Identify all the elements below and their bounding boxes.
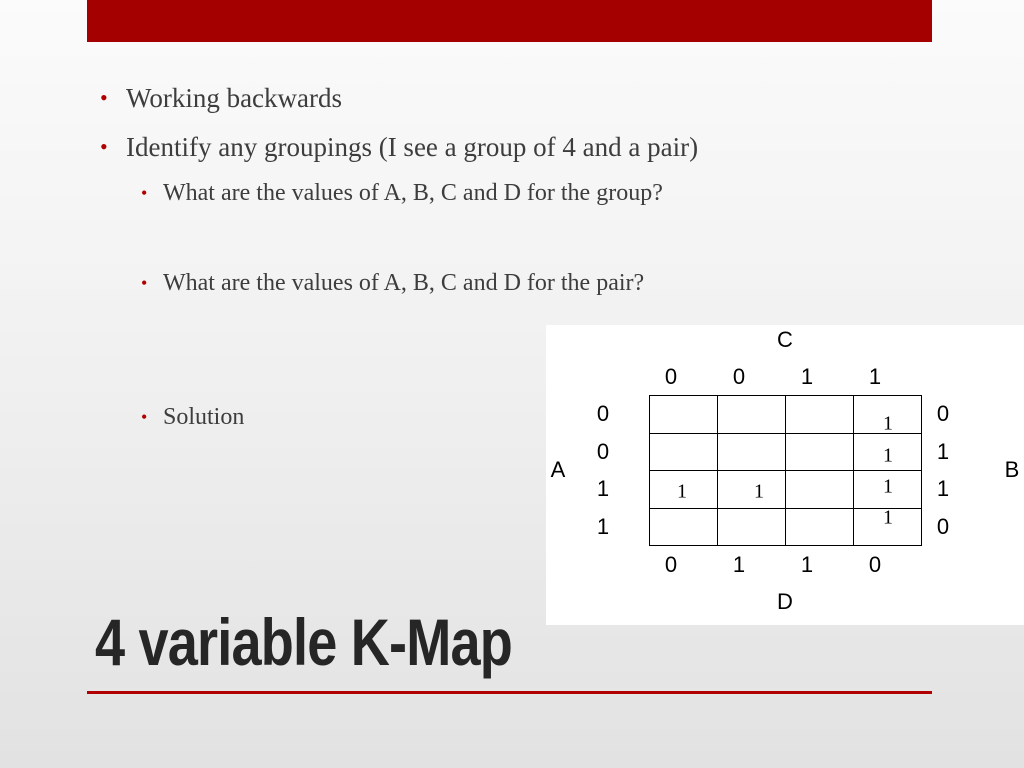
bullet-icon: • — [100, 134, 108, 159]
bullet-text: What are the values of A, B, C and D for the pair? — [163, 270, 645, 296]
bullet-icon: • — [141, 273, 148, 293]
kmap-bottom-value: 1 — [800, 552, 814, 577]
kmap-right-value: 0 — [936, 514, 950, 539]
kmap-top-value: 0 — [732, 364, 746, 389]
kmap-cell — [650, 396, 718, 434]
kmap-cell — [786, 434, 854, 472]
kmap-cell-value: 1 — [754, 480, 764, 503]
kmap-bottom-value: 1 — [732, 552, 746, 577]
bullet-text: Working backwards — [126, 83, 343, 113]
kmap-bottom-value: 0 — [868, 552, 882, 577]
kmap-cell — [718, 471, 786, 509]
kmap-left-value: 1 — [596, 514, 610, 539]
kmap-grid — [649, 395, 922, 546]
kmap-cell-value: 1 — [883, 412, 893, 435]
kmap-cell-value: 1 — [677, 480, 687, 503]
kmap-cell — [650, 509, 718, 547]
kmap-cell — [718, 396, 786, 434]
bullet-text: Identify any groupings (I see a group of 4 and a pair) — [126, 132, 699, 162]
kmap-cell — [718, 434, 786, 472]
kmap-right-value: 1 — [936, 476, 950, 501]
bullet-icon: • — [100, 85, 108, 110]
kmap-cell — [786, 471, 854, 509]
kmap-top-variable-label: C — [777, 327, 793, 352]
kmap-right-variable-label: B — [1004, 457, 1020, 482]
bullet-text: Solution — [163, 404, 245, 430]
kmap-top-value: 1 — [868, 364, 882, 389]
kmap-top-value: 0 — [664, 364, 678, 389]
kmap-left-variable-label: A — [550, 457, 566, 482]
kmap-left-value: 1 — [596, 476, 610, 501]
sub-bullet-group-values — [141, 180, 663, 207]
bullet-text: What are the values of A, B, C and D for the group? — [163, 180, 663, 206]
kmap-cell-value: 1 — [883, 444, 893, 467]
kmap-cell — [718, 509, 786, 547]
kmap-top-value: 1 — [800, 364, 814, 389]
sub-bullet-pair-values — [141, 270, 645, 297]
kmap-cell — [786, 396, 854, 434]
kmap-left-value: 0 — [596, 401, 610, 426]
kmap-bottom-value: 0 — [664, 552, 678, 577]
kmap-cell-value: 1 — [883, 475, 893, 498]
kmap-diagram — [546, 325, 1024, 625]
kmap-right-value: 1 — [936, 439, 950, 464]
kmap-right-value: 0 — [936, 401, 950, 426]
slide-title: 4 variable K-Map — [95, 605, 512, 679]
bullet-item-identify-groupings — [100, 132, 699, 163]
bullet-item-working-backwards — [100, 83, 343, 114]
kmap-left-value: 0 — [596, 439, 610, 464]
bullet-icon: • — [141, 407, 148, 427]
kmap-bottom-variable-label: D — [777, 589, 793, 614]
kmap-cell — [650, 434, 718, 472]
kmap-cell-value: 1 — [883, 506, 893, 529]
sub-bullet-solution — [141, 404, 245, 431]
bullet-icon: • — [141, 183, 148, 203]
kmap-cell — [786, 509, 854, 547]
title-underline — [87, 691, 932, 694]
